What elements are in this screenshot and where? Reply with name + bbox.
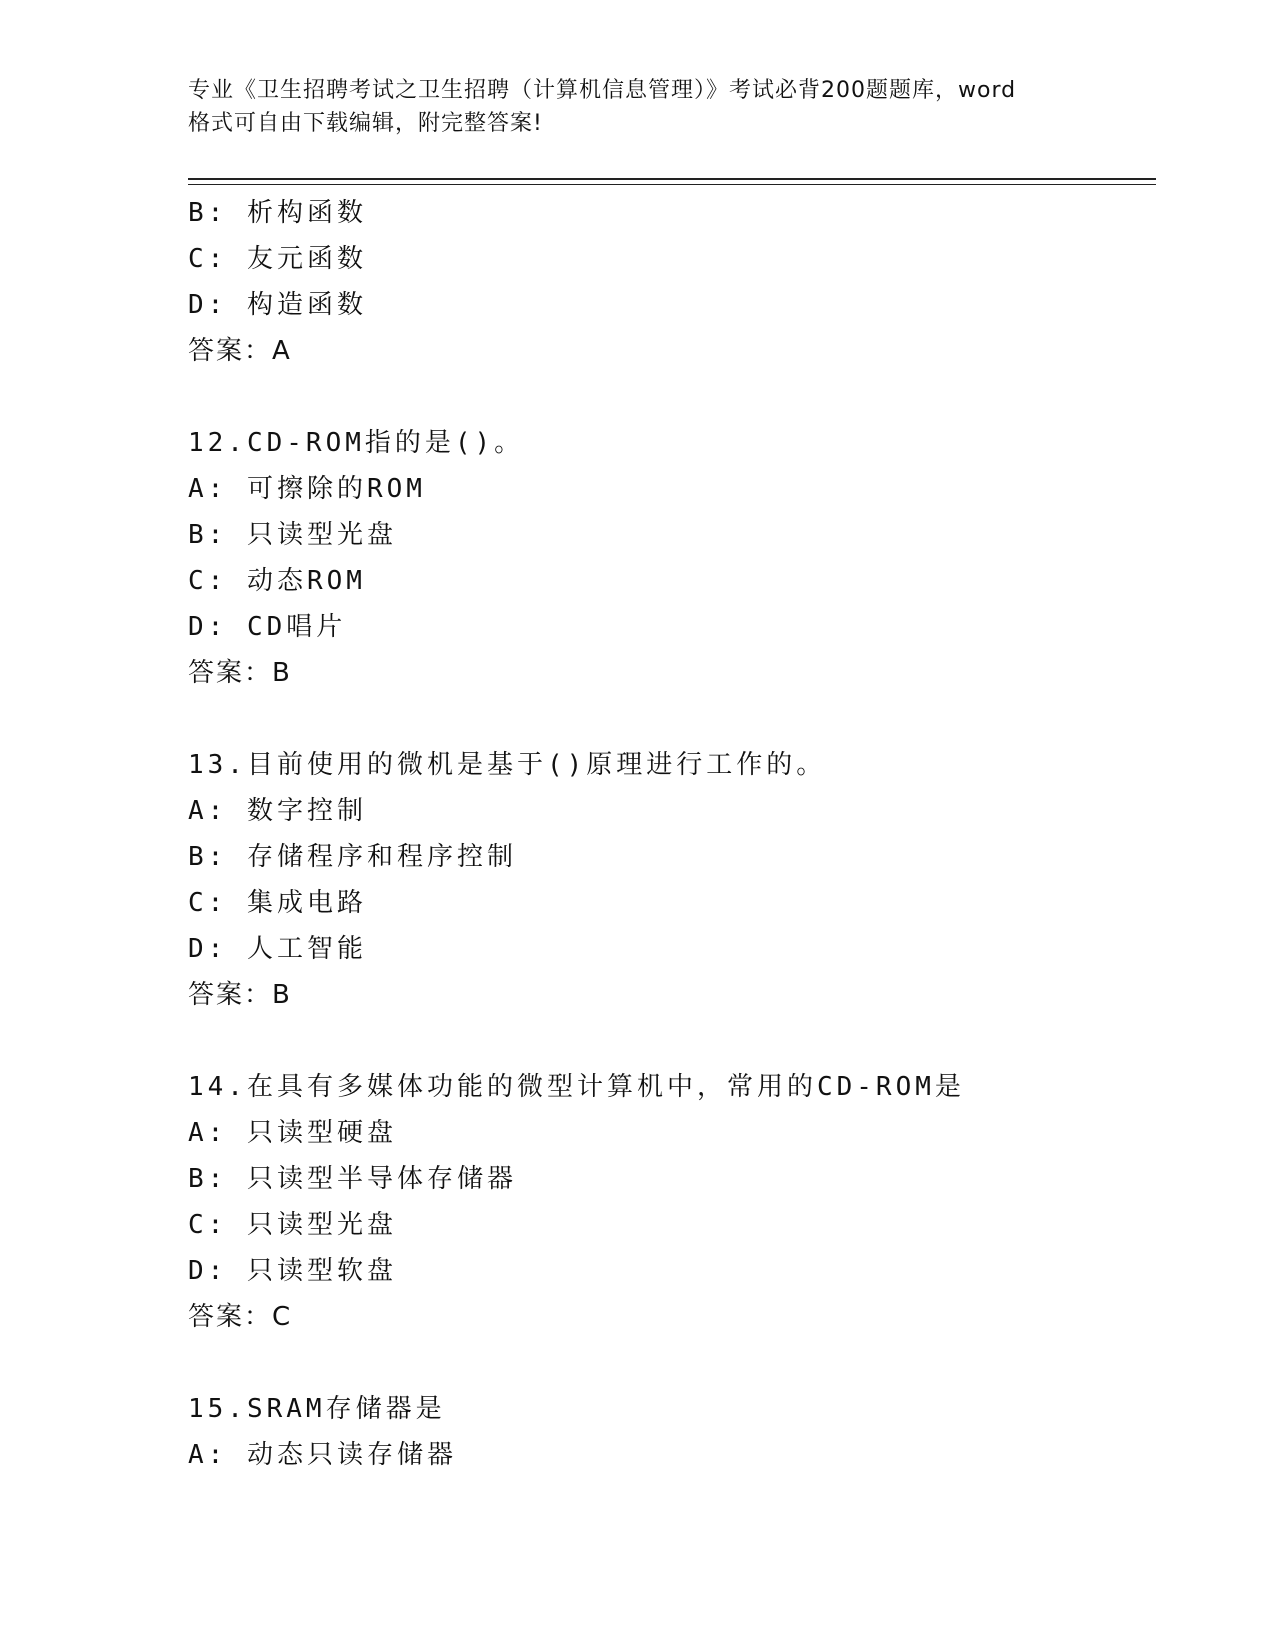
option-c: C: 友元函数: [188, 244, 367, 274]
answer-line: 答案：C: [188, 1302, 293, 1332]
option-b: B: 只读型光盘: [188, 520, 397, 550]
option-c: C: 动态ROM: [188, 566, 366, 596]
option-c: C: 集成电路: [188, 888, 367, 918]
question-11-block: [188, 190, 1156, 374]
document-header: [188, 74, 1088, 140]
spacer: [188, 696, 1156, 742]
option-a: A: 动态只读存储器: [188, 1440, 457, 1470]
spacer: [188, 374, 1156, 420]
option-a: A: 只读型硬盘: [188, 1118, 397, 1148]
option-c: C: 只读型光盘: [188, 1210, 397, 1240]
option-a: A: 可擦除的ROM: [188, 474, 426, 504]
header-line-1: 专业《卫生招聘考试之卫生招聘（计算机信息管理）》考试必背200题题库，word: [188, 78, 1017, 103]
option-d: D: CD唱片: [188, 612, 347, 642]
option-a: A: 数字控制: [188, 796, 367, 826]
option-b: B: 只读型半导体存储器: [188, 1164, 517, 1194]
question-13-block: [188, 742, 1156, 1018]
question-text: 14.在具有多媒体功能的微型计算机中，常用的CD-ROM是: [188, 1072, 965, 1102]
question-text: 15.SRAM存储器是: [188, 1394, 446, 1424]
option-b: B: 析构函数: [188, 198, 367, 228]
header-line-2: 格式可自由下载编辑，附完整答案!: [188, 111, 543, 136]
question-text: 12.CD-ROM指的是()。: [188, 428, 525, 458]
option-b: B: 存储程序和程序控制: [188, 842, 517, 872]
header-divider-thin: [188, 184, 1156, 185]
answer-line: 答案：B: [188, 980, 292, 1010]
question-list: [188, 190, 1156, 1478]
question-15-block: [188, 1386, 1156, 1478]
question-text: 13.目前使用的微机是基于()原理进行工作的。: [188, 750, 827, 780]
spacer: [188, 1018, 1156, 1064]
option-d: D: 构造函数: [188, 290, 367, 320]
option-d: D: 人工智能: [188, 934, 367, 964]
question-14-block: [188, 1064, 1156, 1340]
answer-line: 答案：A: [188, 336, 292, 366]
spacer: [188, 1340, 1156, 1386]
option-d: D: 只读型软盘: [188, 1256, 397, 1286]
header-divider-thick: [188, 178, 1156, 180]
question-12-block: [188, 420, 1156, 696]
answer-line: 答案：B: [188, 658, 292, 688]
